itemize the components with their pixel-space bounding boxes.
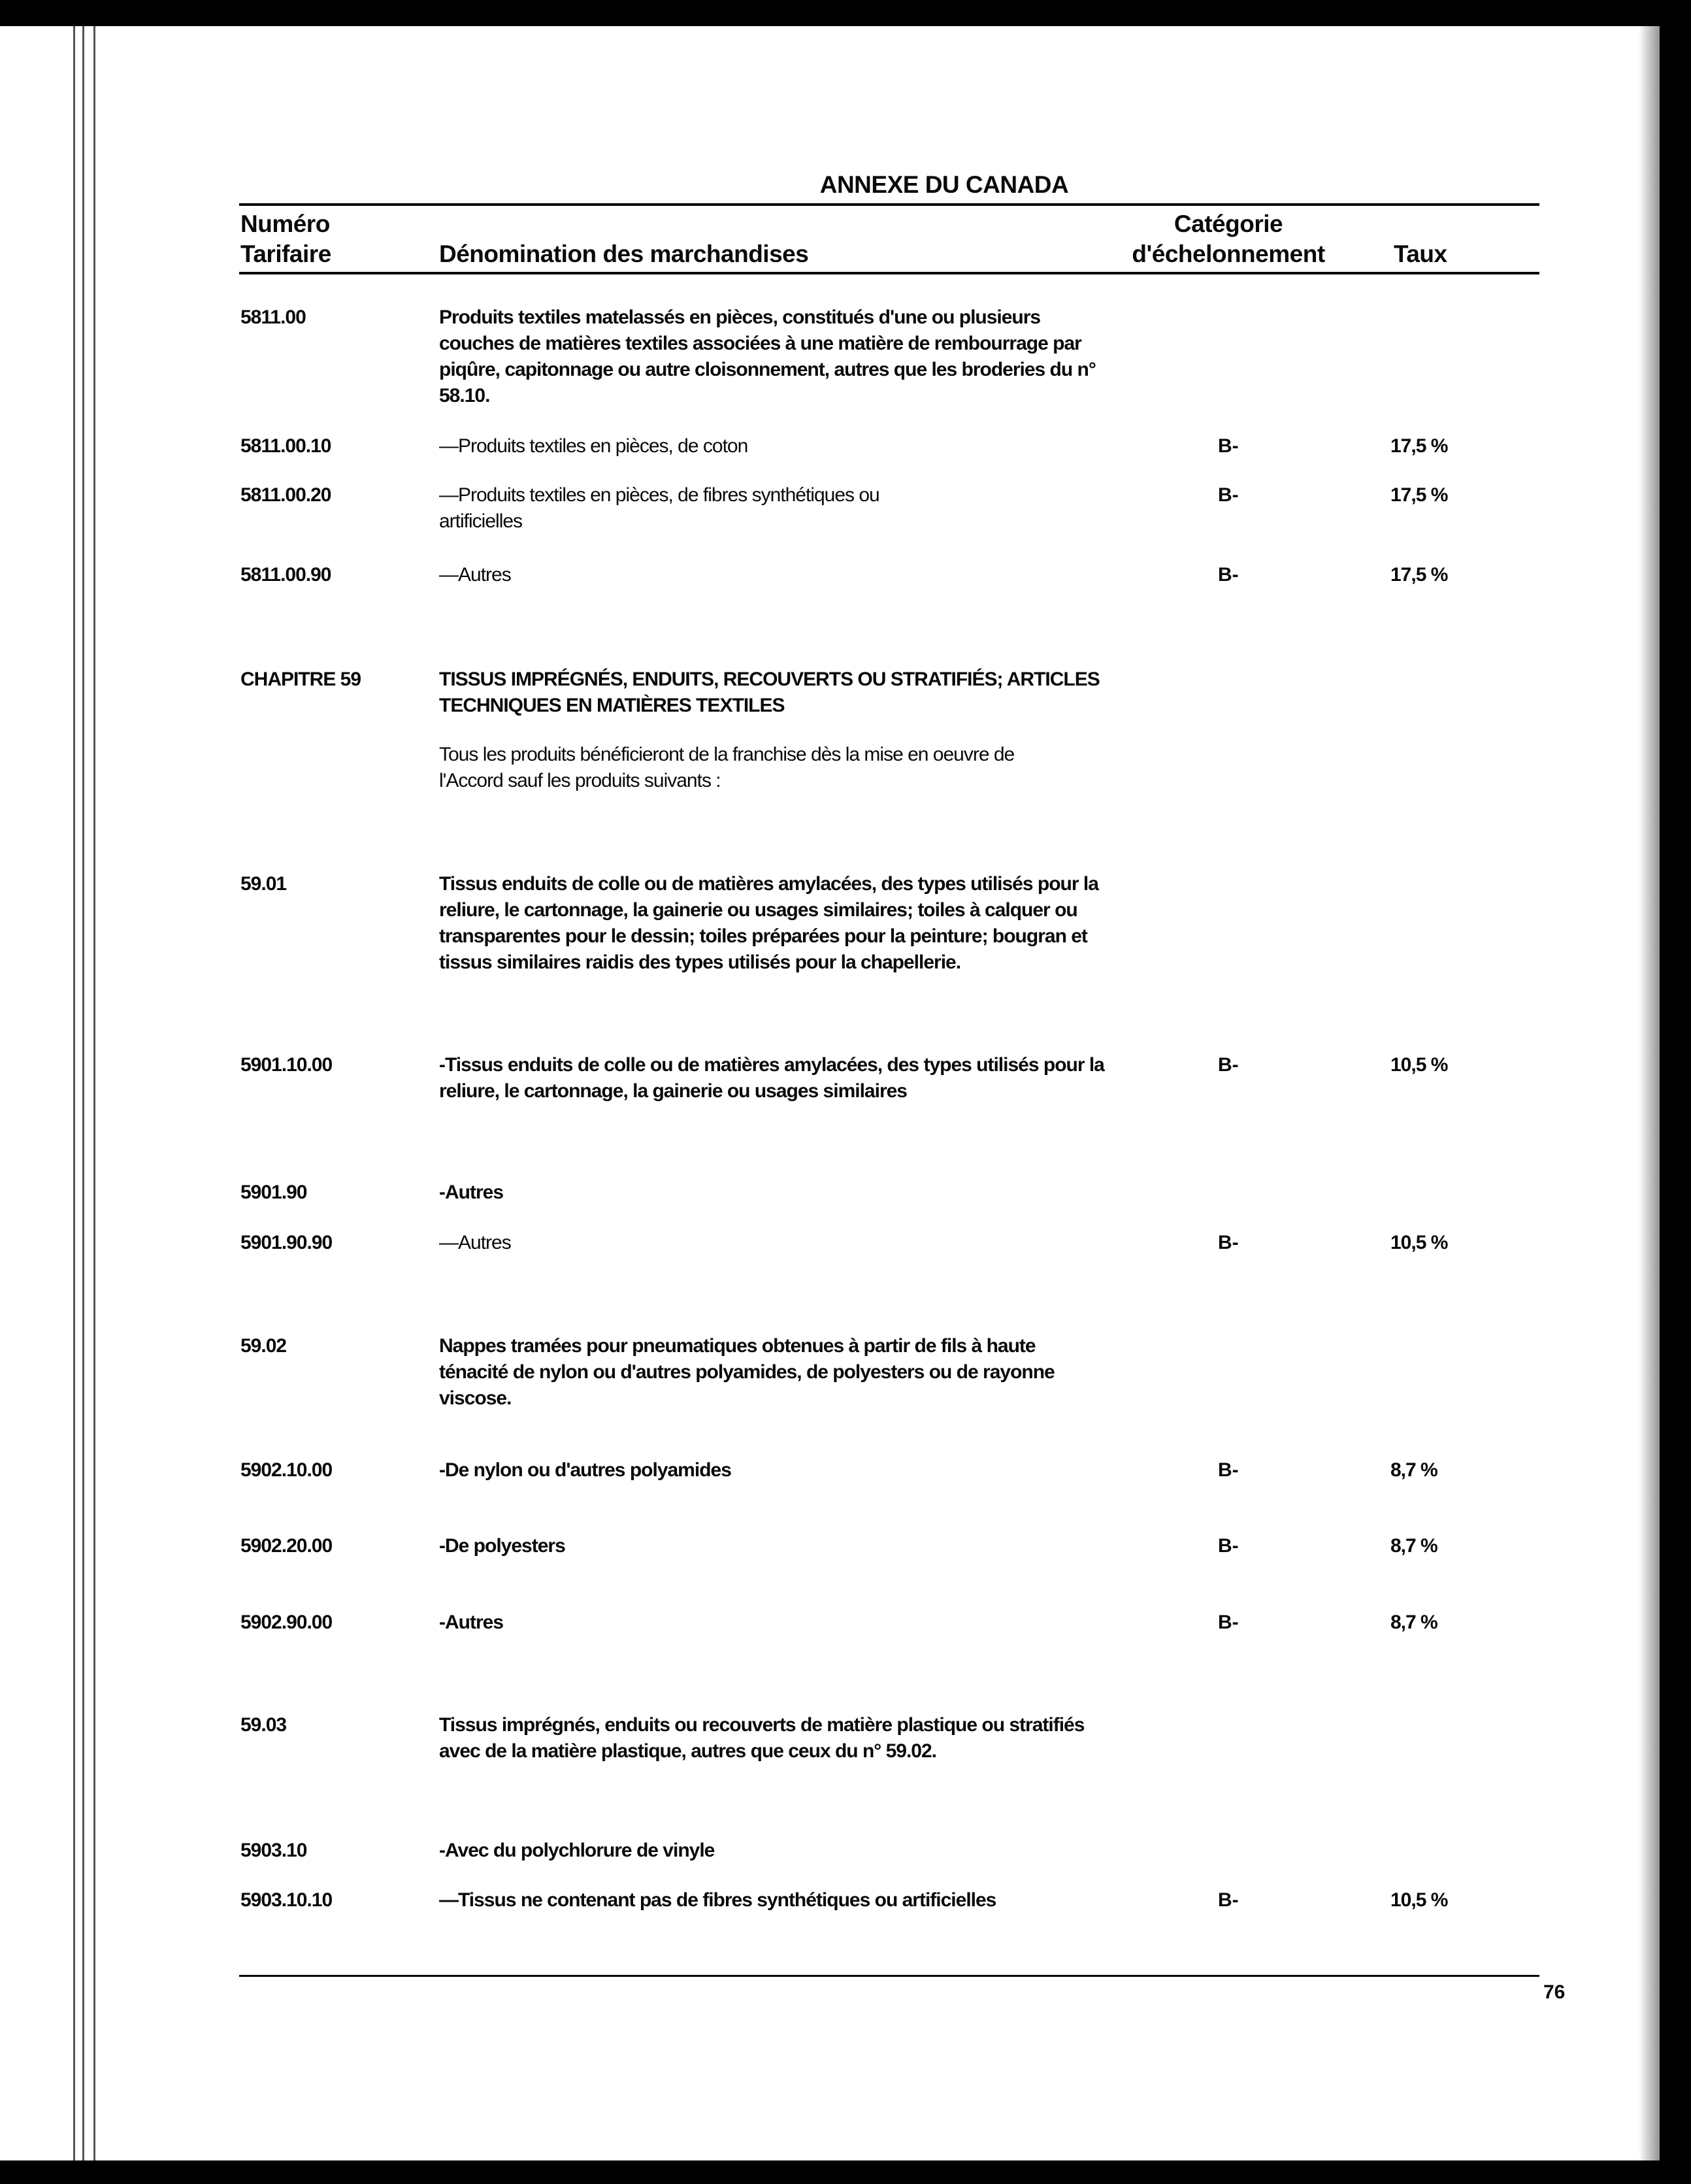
staging-category: B- (1218, 1889, 1239, 1911)
tariff-code: 5901.90 (240, 1182, 307, 1203)
page-title: ANNEXE DU CANADA (819, 171, 1069, 198)
column-header-category-line2: d'échelonnement (1132, 240, 1325, 267)
staging-category: B- (1218, 564, 1239, 586)
chapter-note: Tous les produits bénéficieront de la franchise dès la mise en oeuvre de l'Accord sauf les produits suivants : (439, 744, 1015, 791)
gutter-line (82, 26, 84, 2160)
tariff-rate: 17,5 % (1390, 564, 1448, 586)
tariff-code: 59.03 (240, 1714, 287, 1736)
goods-description: —Produits textiles en pièces, de fibres synthétiques ou artificielles (439, 484, 879, 532)
tariff-rate: 10,5 % (1390, 1232, 1448, 1253)
goods-description: Tissus enduits de colle ou de matières amylacées, des types utilisés pour la reliure, le cartonnage, la gainerie ou usages similaires; toiles à calquer ou transparentes pour le dessin; toiles préparées pour la peinture; bougran et tissus similaires raidis des types utilisés pour la chapellerie. (439, 873, 1098, 973)
tariff-code: 5811.00.90 (240, 564, 331, 586)
tariff-code: 59.02 (240, 1335, 287, 1357)
goods-description: Tissus imprégnés, enduits ou recouverts de matière plastique ou stratifiés avec de la matière plastique, autres que ceux du n° 59.02. (439, 1714, 1085, 1762)
tariff-rate: 17,5 % (1390, 435, 1448, 457)
tariff-code: 5903.10.10 (240, 1889, 333, 1911)
staging-category: B- (1218, 1612, 1239, 1633)
tariff-code: 5902.10.00 (240, 1459, 333, 1481)
scan-border-bottom (0, 2160, 1691, 2184)
staging-category: B- (1218, 484, 1239, 506)
goods-description: —Tissus ne contenant pas de fibres synthétiques ou artificielles (439, 1889, 996, 1911)
staging-category: B- (1218, 1535, 1239, 1557)
tariff-rate: 10,5 % (1390, 1054, 1448, 1076)
binding-shadow (1639, 26, 1661, 2160)
staging-category: B- (1218, 1232, 1239, 1253)
header-top-rule (239, 203, 1539, 206)
staging-category: B- (1218, 1054, 1239, 1076)
staging-category: B- (1218, 435, 1239, 457)
tariff-code: 5901.10.00 (240, 1054, 333, 1076)
tariff-code: 5903.10 (240, 1840, 307, 1861)
goods-description: —Autres (439, 564, 511, 586)
footer-rule (239, 1975, 1539, 1977)
column-header-rate: Taux (1394, 240, 1447, 267)
column-header-code (240, 209, 331, 269)
goods-description: -De nylon ou d'autres polyamides (439, 1459, 731, 1481)
gutter-line (73, 26, 75, 2160)
goods-description: -Autres (439, 1182, 504, 1203)
goods-description: -De polyesters (439, 1535, 565, 1557)
chapter-title: TISSUS IMPRÉGNÉS, ENDUITS, RECOUVERTS OU STRATIFIÉS; ARTICLES TECHNIQUES EN MATIÈRES TEXTILES (439, 669, 1100, 716)
tariff-rate: 8,7 % (1390, 1459, 1437, 1481)
tariff-rate: 8,7 % (1390, 1535, 1437, 1557)
scan-border-top (0, 0, 1691, 26)
tariff-code: 5811.00 (240, 306, 306, 328)
tariff-rate: 10,5 % (1390, 1889, 1448, 1911)
goods-description: Nappes tramées pour pneumatiques obtenues à partir de fils à haute ténacité de nylon ou d'autres polyamides, de polyesters ou de rayonne viscose. (439, 1335, 1055, 1409)
column-header-code-line1: Numéro (240, 210, 330, 237)
goods-description: -Tissus enduits de colle ou de matières amylacées, des types utilisés pour la reliure, le cartonnage, la gainerie ou usages similaires (439, 1054, 1104, 1102)
column-header-code-line2: Tarifaire (240, 240, 331, 267)
goods-description: —Produits textiles en pièces, de coton (439, 435, 748, 457)
tariff-code: 5901.90.90 (240, 1232, 333, 1253)
tariff-code: 5902.20.00 (240, 1535, 333, 1557)
page-number: 76 (1543, 1981, 1566, 2003)
tariff-code: 5811.00.10 (240, 435, 331, 457)
staging-category: B- (1218, 1459, 1239, 1481)
tariff-rate: 8,7 % (1390, 1612, 1437, 1633)
chapter-code: CHAPITRE 59 (240, 669, 361, 690)
gutter-line (93, 26, 95, 2160)
tariff-code: 5811.00.20 (240, 484, 331, 506)
goods-description: -Avec du polychlorure de vinyle (439, 1840, 715, 1861)
tariff-code: 59.01 (240, 873, 287, 895)
goods-description: Produits textiles matelassés en pièces, constitués d'une ou plusieurs couches de matières textiles associées à une matière de rembourrage par piqûre, capitonnage ou autre cloisonnement, autres que les broderies du n° 58.10. (439, 306, 1096, 406)
column-header-category (1111, 209, 1346, 269)
header-bottom-rule (239, 272, 1539, 274)
column-header-description: Dénomination des marchandises (439, 240, 809, 267)
goods-description: -Autres (439, 1612, 504, 1633)
scan-border-right (1660, 0, 1691, 2184)
tariff-rate: 17,5 % (1390, 484, 1448, 506)
column-header-category-line1: Catégorie (1174, 210, 1283, 237)
tariff-code: 5902.90.00 (240, 1612, 333, 1633)
goods-description: —Autres (439, 1232, 511, 1253)
